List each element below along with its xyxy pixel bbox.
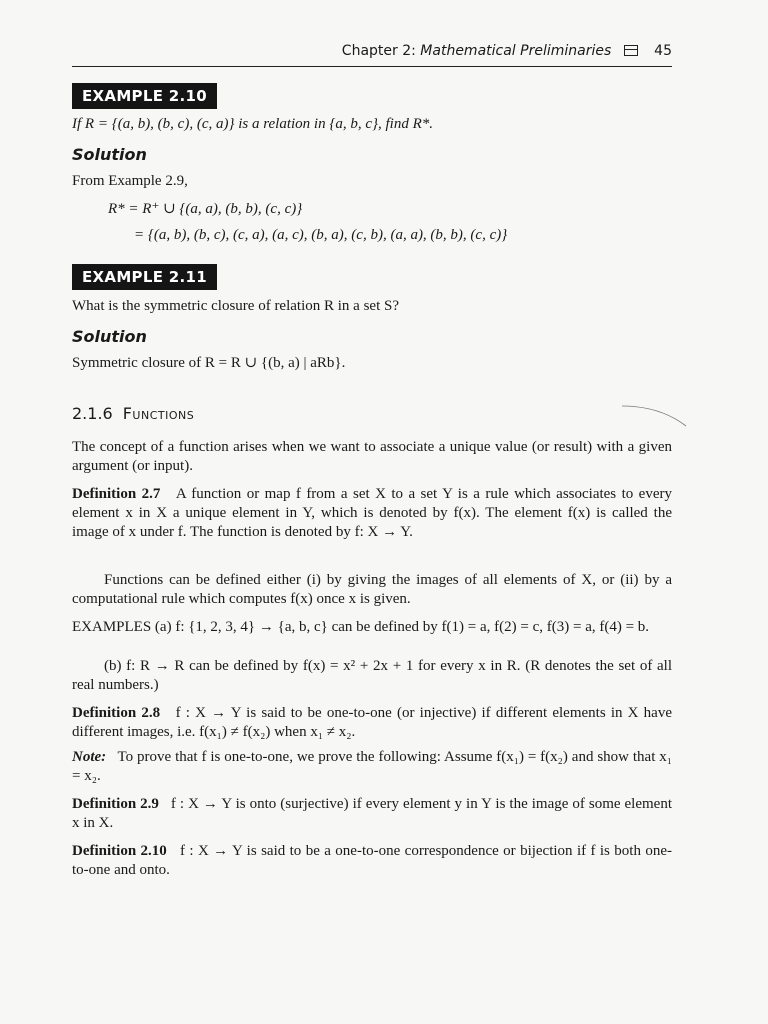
book-icon xyxy=(624,45,638,56)
definition-2-7 xyxy=(72,485,672,542)
definition-2-8 xyxy=(72,704,672,742)
closure-line-1: R* = R⁺ ∪ {(a, a), (b, b), (c, c)} xyxy=(108,201,303,217)
definition-2-10-text: f : X → Y is said to be a one-to-one correspondence or bijection if f is both one-to-one and onto. xyxy=(72,843,672,878)
solution-heading: Solution xyxy=(72,145,147,164)
note-label: Note: xyxy=(72,749,107,765)
examples-a: EXAMPLES (a) f: {1, 2, 3, 4} → {a, b, c} can be defined by f(1) = a, f(2) = c, f(3) = a, f(4) = b. xyxy=(72,619,650,635)
solution-heading: Solution xyxy=(72,327,147,346)
chapter-title: Mathematical Preliminaries xyxy=(420,43,612,59)
example-2-10-from: From Example 2.9, xyxy=(72,173,188,189)
definition-2-10 xyxy=(72,842,672,880)
definition-2-7-text: A function or map f from a set X to a set Y is a rule which associates to every element x in X a unique element in Y, which is denoted by f(x). The element f(x) is called the image of x under f. The function is denoted by f: X → Y. xyxy=(72,486,672,540)
page-number: 45 xyxy=(654,43,672,59)
definition-2-8-text: f : X → Y is said to be one-to-one (or injective) if different elements in X have different images, i.e. f(x₁) ≠ f(x₂) when x₁ ≠ x₂. xyxy=(72,705,672,740)
definition-2-8-label: Definition 2.8 xyxy=(72,705,161,721)
definition-2-9-label: Definition 2.9 xyxy=(72,796,159,812)
definition-2-10-label: Definition 2.10 xyxy=(72,843,167,859)
section-heading xyxy=(72,404,194,423)
example-2-11-question: What is the symmetric closure of relation R in a set S? xyxy=(72,298,399,314)
running-header xyxy=(72,40,672,67)
examples-b: (b) f: R → R can be defined by f(x) = x² + 2x + 1 for every x in R. (R denotes the set of all real numbers.) xyxy=(72,658,672,693)
functions-defined-paragraph: Functions can be defined either (i) by giving the images of all elements of X, or (ii) by a computational rule which computes f(x) once x is given. xyxy=(72,572,672,607)
definition-2-9-text: f : X → Y is onto (surjective) if every element y in Y is the image of some element x in X. xyxy=(72,796,673,831)
example-2-10-question: If R = {(a, b), (b, c), (c, a)} is a relation in {a, b, c}, find R*. xyxy=(72,116,433,132)
example-2-10-label: EXAMPLE 2.10 xyxy=(72,83,217,109)
closure-line-2: = {(a, b), (b, c), (c, a), (a, c), (b, a), (c, b), (a, a), (b, b), (c, c)} xyxy=(134,227,508,243)
example-2-11-label: EXAMPLE 2.11 xyxy=(72,264,217,290)
definition-2-9 xyxy=(72,795,672,833)
note xyxy=(72,748,672,786)
example-2-11-answer: Symmetric closure of R = R ∪ {(b, a) | aRb}. xyxy=(72,355,346,371)
pen-mark xyxy=(620,400,690,430)
section-title: Functions xyxy=(122,404,195,423)
definition-2-7-label: Definition 2.7 xyxy=(72,486,161,502)
chapter-number: Chapter 2: xyxy=(341,43,416,59)
note-text: To prove that f is one-to-one, we prove the following: Assume f(x₁) = f(x₂) and show that x₁ = x₂. xyxy=(72,749,672,784)
section-number: 2.1.6 xyxy=(72,404,113,423)
intro-paragraph: The concept of a function arises when we want to associate a unique value (or result) with a given argument (or input). xyxy=(72,439,672,474)
